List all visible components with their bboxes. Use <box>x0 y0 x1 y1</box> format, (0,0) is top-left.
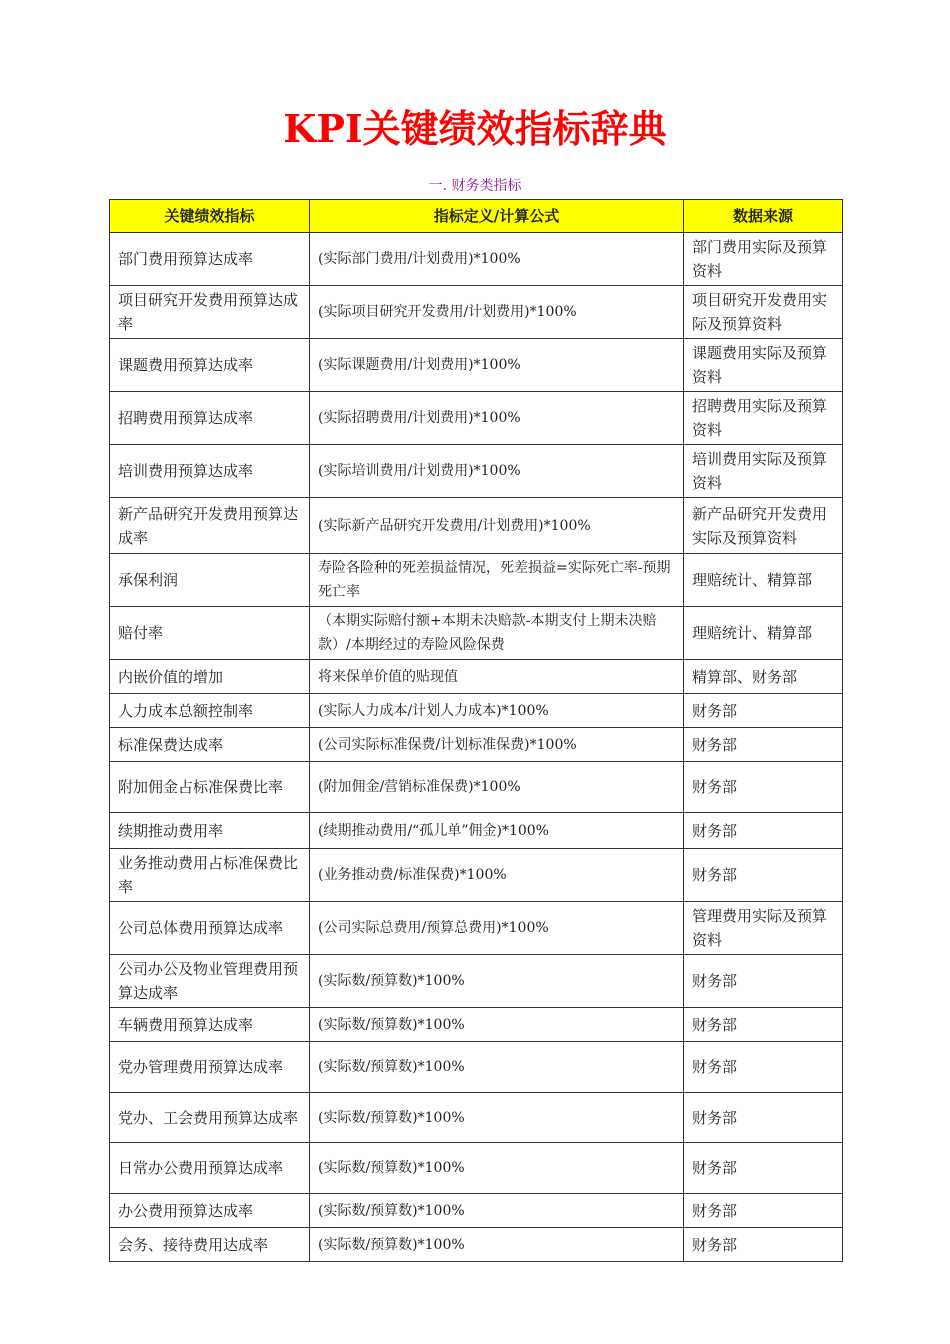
table-row <box>110 1093 843 1143</box>
formula-cell: (业务推动费/标准保费)*100% <box>310 849 684 902</box>
source-cell: 财务部 <box>684 813 843 849</box>
kpi-name-cell: 承保利润 <box>110 554 310 607</box>
formula-cell: (公司实际总费用/预算总费用)*100% <box>310 902 684 955</box>
formula-cell: 将来保单价值的贴现值 <box>310 660 684 694</box>
formula-cell: (实际数/预算数)*100% <box>310 1008 684 1042</box>
table-row <box>110 1042 843 1093</box>
kpi-name-cell: 党办、工会费用预算达成率 <box>110 1093 310 1143</box>
table-row <box>110 902 843 955</box>
table-row <box>110 1008 843 1042</box>
kpi-table <box>109 199 843 1262</box>
source-cell: 财务部 <box>684 1093 843 1143</box>
table-row <box>110 498 843 554</box>
kpi-name-cell: 人力成本总额控制率 <box>110 694 310 728</box>
formula-cell: (实际数/预算数)*100% <box>310 1194 684 1228</box>
kpi-name-cell: 新产品研究开发费用预算达成率 <box>110 498 310 554</box>
source-cell: 财务部 <box>684 1008 843 1042</box>
formula-cell: (实际人力成本/计划人力成本)*100% <box>310 694 684 728</box>
kpi-name-cell: 内嵌价值的增加 <box>110 660 310 694</box>
kpi-name-cell: 项目研究开发费用预算达成率 <box>110 286 310 339</box>
table-body <box>110 233 843 1262</box>
table-row <box>110 445 843 498</box>
table-header <box>110 200 843 233</box>
table-row <box>110 762 843 813</box>
table-row <box>110 339 843 392</box>
table-row <box>110 233 843 286</box>
kpi-name-cell: 办公费用预算达成率 <box>110 1194 310 1228</box>
kpi-name-cell: 会务、接待费用达成率 <box>110 1228 310 1262</box>
kpi-name-cell: 车辆费用预算达成率 <box>110 1008 310 1042</box>
formula-cell: (实际招聘费用/计划费用)*100% <box>310 392 684 445</box>
kpi-name-cell: 赔付率 <box>110 607 310 660</box>
source-cell: 新产品研究开发费用实际及预算资料 <box>684 498 843 554</box>
formula-cell: (实际课题费用/计划费用)*100% <box>310 339 684 392</box>
formula-cell: 寿险各险种的死差损益情况，死差损益=实际死亡率-预期死亡率 <box>310 554 684 607</box>
kpi-name-cell: 公司办公及物业管理费用预算达成率 <box>110 955 310 1008</box>
table-row <box>110 1228 843 1262</box>
kpi-name-cell: 续期推动费用率 <box>110 813 310 849</box>
source-cell: 财务部 <box>684 762 843 813</box>
source-cell: 财务部 <box>684 849 843 902</box>
source-cell: 财务部 <box>684 955 843 1008</box>
table-row <box>110 813 843 849</box>
kpi-name-cell: 业务推动费用占标准保费比率 <box>110 849 310 902</box>
formula-cell: (实际部门费用/计划费用)*100% <box>310 233 684 286</box>
kpi-name-cell: 培训费用预算达成率 <box>110 445 310 498</box>
source-cell: 管理费用实际及预算资料 <box>684 902 843 955</box>
source-cell: 精算部、财务部 <box>684 660 843 694</box>
table-row <box>110 607 843 660</box>
table-row <box>110 1194 843 1228</box>
source-cell: 培训费用实际及预算资料 <box>684 445 843 498</box>
source-cell: 财务部 <box>684 728 843 762</box>
source-cell: 财务部 <box>684 1143 843 1194</box>
source-cell: 部门费用实际及预算资料 <box>684 233 843 286</box>
kpi-name-cell: 招聘费用预算达成率 <box>110 392 310 445</box>
header-formula: 指标定义/计算公式 <box>310 200 684 233</box>
header-row <box>110 200 843 233</box>
source-cell: 招聘费用实际及预算资料 <box>684 392 843 445</box>
source-cell: 理赔统计、精算部 <box>684 607 843 660</box>
kpi-name-cell: 课题费用预算达成率 <box>110 339 310 392</box>
source-cell: 项目研究开发费用实际及预算资料 <box>684 286 843 339</box>
kpi-name-cell: 日常办公费用预算达成率 <box>110 1143 310 1194</box>
formula-cell: (实际项目研究开发费用/计划费用)*100% <box>310 286 684 339</box>
kpi-name-cell: 党办管理费用预算达成率 <box>110 1042 310 1093</box>
formula-cell: (附加佣金/营销标准保费)*100% <box>310 762 684 813</box>
header-source: 数据来源 <box>684 200 843 233</box>
header-kpi: 关键绩效指标 <box>110 200 310 233</box>
formula-cell: (实际数/预算数)*100% <box>310 1228 684 1262</box>
table-row <box>110 286 843 339</box>
kpi-name-cell: 附加佣金占标准保费比率 <box>110 762 310 813</box>
page-title: KPI关键绩效指标辞典 <box>283 106 667 151</box>
table-row <box>110 849 843 902</box>
source-cell: 理赔统计、精算部 <box>684 554 843 607</box>
table-row <box>110 694 843 728</box>
source-cell: 财务部 <box>684 1194 843 1228</box>
kpi-name-cell: 标准保费达成率 <box>110 728 310 762</box>
table-row <box>110 955 843 1008</box>
source-cell: 财务部 <box>684 1042 843 1093</box>
formula-cell: (公司实际标准保费/计划标准保费)*100% <box>310 728 684 762</box>
table-row <box>110 728 843 762</box>
kpi-name-cell: 部门费用预算达成率 <box>110 233 310 286</box>
formula-cell: (实际新产品研究开发费用/计划费用)*100% <box>310 498 684 554</box>
formula-cell: (实际数/预算数)*100% <box>310 1093 684 1143</box>
table-row <box>110 554 843 607</box>
formula-cell: (实际数/预算数)*100% <box>310 955 684 1008</box>
formula-cell: (实际数/预算数)*100% <box>310 1042 684 1093</box>
section-heading: 一. 财务类指标 <box>428 178 522 194</box>
source-cell: 课题费用实际及预算资料 <box>684 339 843 392</box>
table-row <box>110 660 843 694</box>
formula-cell: (实际数/预算数)*100% <box>310 1143 684 1194</box>
formula-cell: （本期实际赔付额+本期未决赔款-本期支付上期未决赔款）/本期经过的寿险风险保费 <box>310 607 684 660</box>
source-cell: 财务部 <box>684 1228 843 1262</box>
formula-cell: (续期推动费用/“孤儿单”佣金)*100% <box>310 813 684 849</box>
formula-cell: (实际培训费用/计划费用)*100% <box>310 445 684 498</box>
source-cell: 财务部 <box>684 694 843 728</box>
table-row <box>110 1143 843 1194</box>
kpi-name-cell: 公司总体费用预算达成率 <box>110 902 310 955</box>
table-row <box>110 392 843 445</box>
